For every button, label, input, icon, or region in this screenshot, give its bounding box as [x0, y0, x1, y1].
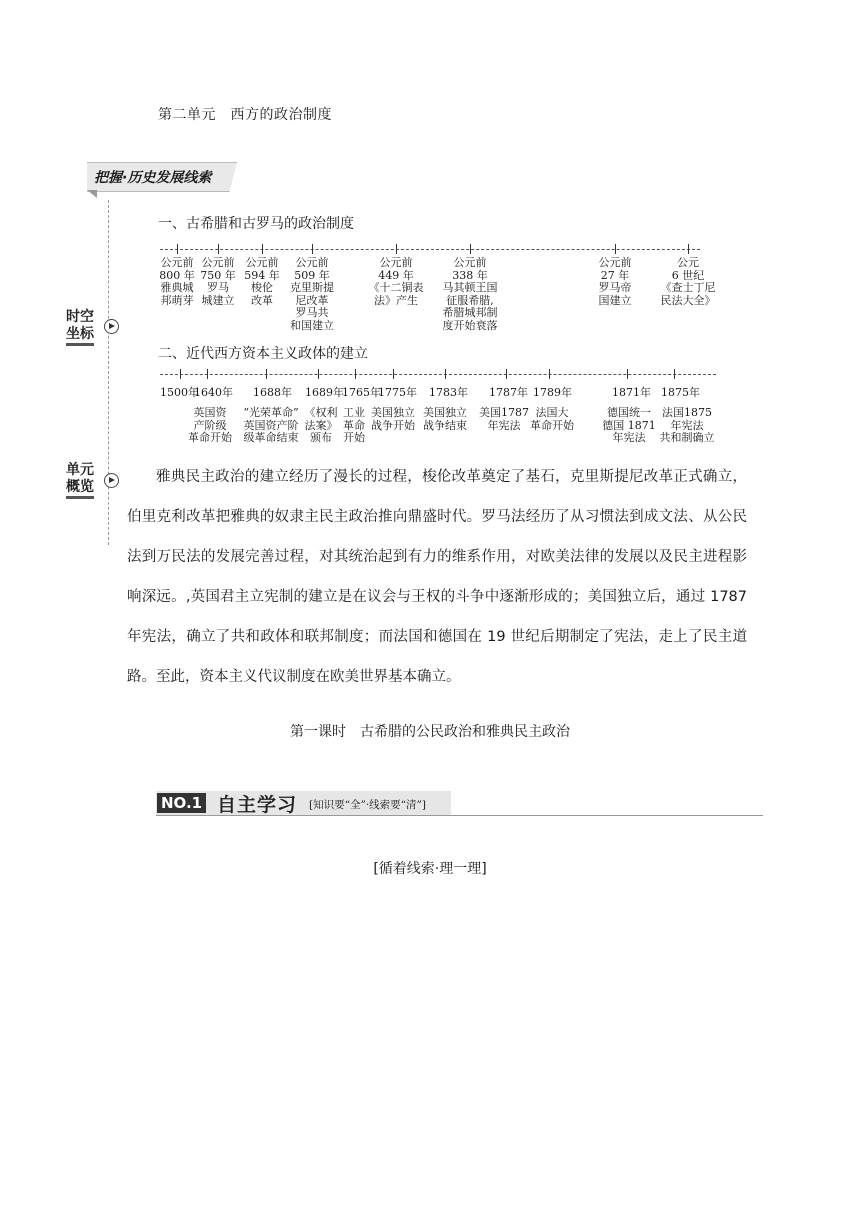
timeline1-tick [262, 244, 263, 254]
timeline1-date: 公元前 750 年 [200, 256, 236, 282]
timeline2-tick [506, 369, 507, 379]
timeline1-tick [615, 244, 616, 254]
timeline2-year: 1775年 [378, 386, 417, 399]
timeline2-tick [627, 369, 628, 379]
timeline1-date: 公元前 800 年 [159, 256, 195, 282]
timeline2-event: 《权利 法案》 颁布 [304, 406, 338, 444]
timeline1-event: 梭伦 改革 [251, 281, 273, 307]
timeline1-event: 罗马 城建立 [201, 281, 235, 307]
timeline2-tick [207, 369, 208, 379]
timeline1-date: 公元前 594 年 [244, 256, 280, 282]
banner-fold [87, 190, 97, 198]
timeline2-event: 法国1875 年宪法 共和制确立 [659, 406, 715, 444]
timeline1-event: 罗马帝 国建立 [598, 281, 632, 307]
section1-title: 一、古希腊和古罗马的政治制度 [158, 216, 354, 232]
timeline-label-line1: 时空 [66, 309, 94, 325]
timeline2-year: 1500年 [160, 386, 199, 399]
timeline2-event: 德国统一 德国 1871 年宪法 [602, 406, 656, 444]
timeline2-event: 美国独立 战争开始 [371, 406, 415, 432]
section2-title: 二、近代西方资本主义政体的建立 [158, 346, 368, 362]
timeline1-event: 雅典城 邦萌芽 [160, 281, 194, 307]
timeline1-tick [396, 244, 397, 254]
timeline1-date: 公元 6 世纪 [671, 256, 705, 282]
timeline1-event: 《查士丁尼 民法大全》 [660, 281, 716, 307]
timeline2-tick [355, 369, 356, 379]
lesson-title: 第一课时 古希腊的公民政治和雅典民主政治 [290, 724, 570, 740]
timeline1-event: 克里斯提 尼改革 罗马共 和国建立 [290, 281, 334, 332]
overview-side-label [66, 462, 94, 499]
timeline2-event: 法国大 革命开始 [530, 406, 574, 432]
timeline1-tick [470, 244, 471, 254]
timeline2-tick [549, 369, 550, 379]
overview-label-line1: 单元 [66, 462, 94, 478]
timeline-play-icon[interactable] [104, 319, 119, 334]
timeline-label-line2: 坐标 [66, 326, 94, 346]
timeline2-axis [160, 374, 716, 375]
timeline1-tick [218, 244, 219, 254]
timeline2-tick [266, 369, 267, 379]
timeline2-tick [180, 369, 181, 379]
subheading: [循着线索·理一理] [373, 861, 487, 877]
study-subtitle: [知识要“全”·线索要“清”] [309, 799, 427, 811]
timeline2-year: 1875年 [661, 386, 700, 399]
timeline2-event: “光荣革命” 英国资产阶 级革命结束 [243, 406, 299, 444]
timeline2-year: 1640年 [194, 386, 233, 399]
timeline2-event: 工业 革命 开始 [343, 406, 365, 444]
timeline1-date: 公元前 338 年 [452, 256, 488, 282]
timeline2-year: 1787年 [489, 386, 528, 399]
timeline2-tick [318, 369, 319, 379]
banner-title: 把握·历史发展线索 [94, 170, 212, 186]
study-title: 自主学习 [217, 794, 298, 816]
timeline2-year: 1789年 [533, 386, 572, 399]
timeline1-tick [688, 244, 689, 254]
study-badge: NO.1 [157, 793, 206, 813]
timeline1-tick [177, 244, 178, 254]
timeline2-tick [674, 369, 675, 379]
unit-header: 第二单元 西方的政治制度 [158, 107, 332, 123]
timeline2-year: 1783年 [429, 386, 468, 399]
timeline2-year: 1765年 [342, 386, 381, 399]
timeline-side-label [66, 309, 94, 346]
timeline2-event: 英国资 产阶级 革命开始 [188, 406, 232, 444]
timeline1-date: 公元前 509 年 [294, 256, 330, 282]
timeline2-event: 美国独立 战争结束 [423, 406, 467, 432]
timeline2-tick [393, 369, 394, 379]
side-divider [108, 200, 109, 545]
timeline2-event: 美国1787 年宪法 [479, 406, 529, 432]
timeline1-axis [160, 249, 700, 250]
timeline2-year: 1688年 [253, 386, 292, 399]
timeline1-event: 马其顿王国 征服希腊, 希腊城邦制 度开始衰落 [442, 281, 498, 332]
timeline1-event: 《十二铜表 法》产生 [368, 281, 424, 307]
timeline2-year: 1689年 [305, 386, 344, 399]
timeline2-tick [445, 369, 446, 379]
timeline1-date: 公元前 27 年 [598, 256, 632, 282]
timeline2-year: 1871年 [612, 386, 651, 399]
timeline1-tick [312, 244, 313, 254]
overview-play-icon[interactable] [104, 473, 119, 488]
overview-label-line2: 概览 [66, 479, 94, 499]
overview-paragraph: 雅典民主政治的建立经历了漫长的过程，梭伦改革奠定了基石，克里斯提尼改革正式确立，伯里克利改革把雅典的奴隶主民主政治推向鼎盛时代。罗马法经历了从习惯法到成文法、从公民法到万民法的发展完善过程，对其统治起到有力的维系作用，对欧美法律的发展以及民主进程影响深远。,英国君主立宪制的建立是在议会与王权的斗争中逐渐形成的；美国独立后，通过 1787 年宪法，确立了共和政体和联邦制度；而法国和德国在 19 世纪后期制定了宪法，走上了民主道路。至此，资本主义代议制度在欧美世界基本确立。 [127, 469, 747, 685]
timeline1-date: 公元前 449 年 [378, 256, 414, 282]
